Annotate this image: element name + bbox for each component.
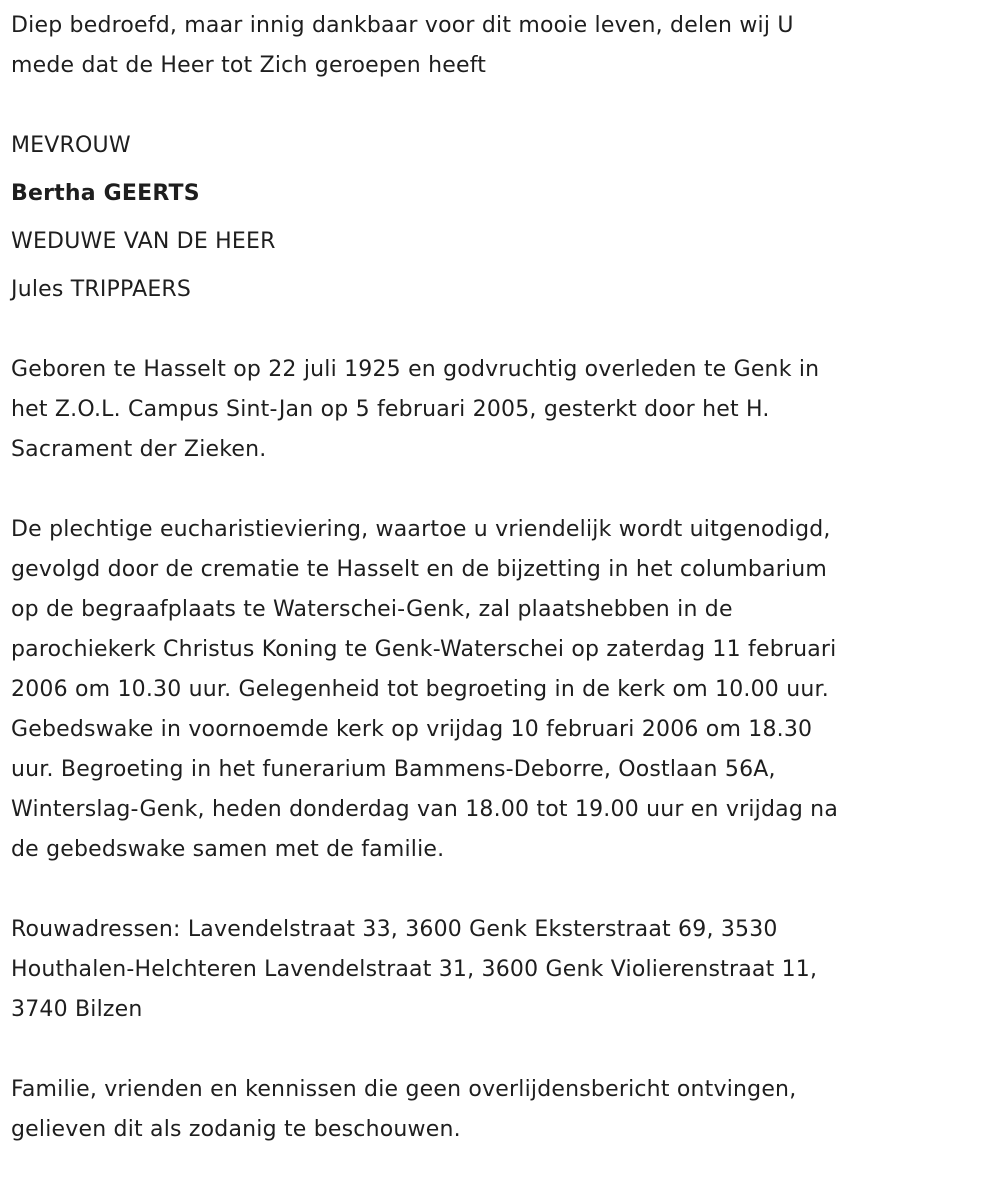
deceased-name: Bertha GEERTS	[11, 181, 200, 206]
text-line: 2006 om 10.30 uur. Gelegenheid tot begroeting in de kerk om 10.00 uur.	[11, 677, 829, 702]
text-line: Geboren te Hasselt op 22 juli 1925 en godvruchtig overleden te Genk in	[11, 357, 820, 382]
addresses-paragraph	[11, 910, 838, 1030]
title: MEVROUW	[11, 133, 131, 158]
intro-paragraph	[11, 6, 838, 86]
text-line: De plechtige eucharistieviering, waartoe u vriendelijk wordt uitgenodigd,	[11, 517, 831, 542]
text-line: uur. Begroeting in het funerarium Bammens-Deborre, Oostlaan 56A,	[11, 757, 776, 782]
text-line: het Z.O.L. Campus Sint-Jan op 5 februari 2005, gesterkt door het H.	[11, 397, 770, 422]
text-line: Diep bedroefd, maar innig dankbaar voor dit mooie leven, delen wij U	[11, 13, 794, 38]
text-line: gelieven dit als zodanig te beschouwen.	[11, 1117, 461, 1142]
text-line: Sacrament der Zieken.	[11, 437, 267, 462]
text-line: mede dat de Heer tot Zich geroepen heeft	[11, 53, 487, 78]
text-line: de gebedswake samen met de familie.	[11, 837, 445, 862]
widow-of: WEDUWE VAN DE HEER	[11, 229, 276, 254]
obituary-document	[11, 6, 838, 1190]
text-line: 3740 Bilzen	[11, 997, 143, 1022]
text-line: Winterslag-Genk, heden donderdag van 18.00 tot 19.00 uur en vrijdag na	[11, 797, 839, 822]
text-line: Rouwadressen: Lavendelstraat 33, 3600 Genk Eksterstraat 69, 3530	[11, 917, 778, 942]
closing-paragraph	[11, 1070, 838, 1150]
text-line: Gebedswake in voornoemde kerk op vrijdag 10 februari 2006 om 18.30	[11, 717, 813, 742]
text-line: Familie, vrienden en kennissen die geen overlijdensbericht ontvingen,	[11, 1077, 797, 1102]
ceremony-paragraph	[11, 510, 838, 870]
text-line: op de begraafplaats te Waterschei-Genk, zal plaatshebben in de	[11, 597, 733, 622]
husband-name: Jules TRIPPAERS	[11, 277, 192, 302]
text-line: parochiekerk Christus Koning te Genk-Waterschei op zaterdag 11 februari	[11, 637, 837, 662]
text-line: gevolgd door de crematie te Hasselt en de bijzetting in het columbarium	[11, 557, 828, 582]
birth-paragraph	[11, 350, 838, 470]
text-line: Houthalen-Helchteren Lavendelstraat 31, 3600 Genk Violierenstraat 11,	[11, 957, 818, 982]
name-block	[11, 126, 838, 318]
